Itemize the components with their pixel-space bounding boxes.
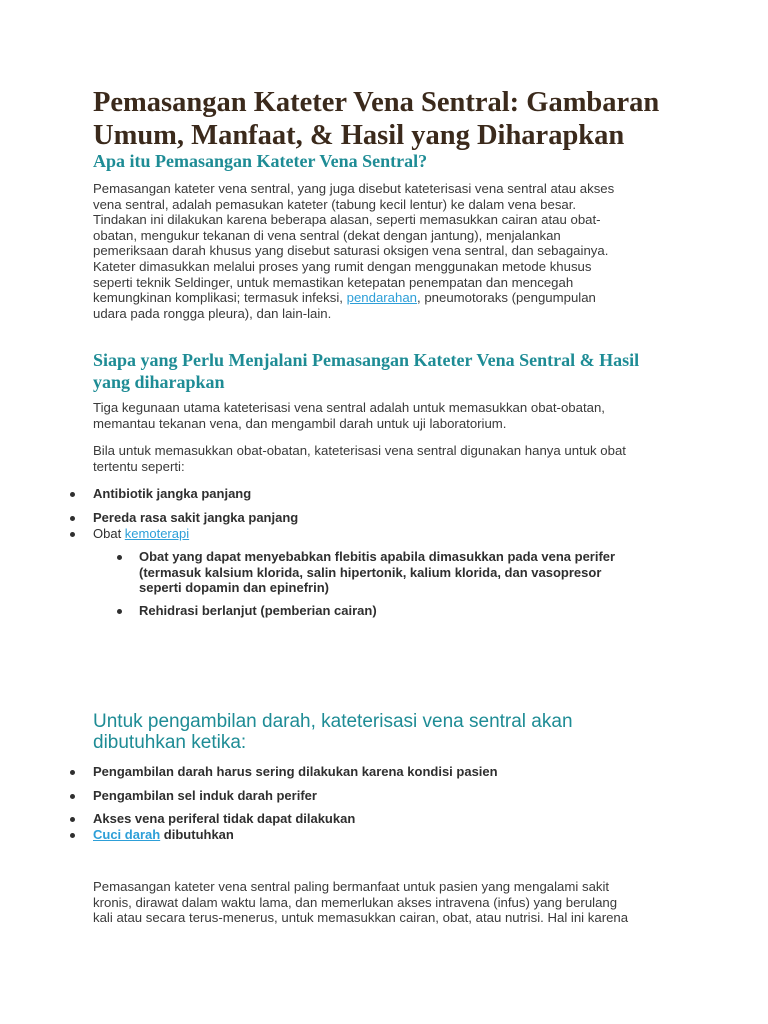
bullet-dot bbox=[70, 532, 75, 537]
section2-paragraph-1 bbox=[93, 400, 683, 431]
paragraph-line: Pemasangan kateter vena sentral, yang juga disebut kateterisasi vena sentral atau akses bbox=[93, 181, 615, 196]
paragraph-line: seperti teknik Seldinger, untuk memastikan ketepatan penempatan dan mencegah bbox=[93, 274, 574, 290]
text-after-link: , pneumotoraks (pengumpulan bbox=[417, 290, 596, 306]
section1-paragraph bbox=[93, 181, 683, 321]
link-kemoterapi[interactable]: kemoterapi bbox=[124, 526, 190, 541]
section-heading-who-needs bbox=[93, 349, 693, 393]
bullet-dot bbox=[70, 794, 75, 799]
paragraph-line: Pemasangan kateter vena sentral paling bermanfaat untuk pasien yang mengalami sakit bbox=[93, 879, 610, 894]
heading-line-1: Siapa yang Perlu Menjalani Pemasangan Kateter Vena Sentral & Hasil bbox=[93, 350, 640, 370]
section4-paragraph bbox=[93, 879, 683, 926]
paragraph-line: kronis, dirawat dalam waktu lama, dan memerlukan akses intravena (infus) yang berulang bbox=[93, 894, 618, 910]
bullet-dot bbox=[70, 833, 75, 838]
list-item-suffix: dibutuhkan bbox=[160, 827, 234, 842]
link-cuci-darah[interactable]: Cuci darah bbox=[93, 827, 161, 842]
bullet-dot bbox=[117, 555, 122, 560]
paragraph-line: vena sentral, adalah pemasukan kateter (tabung kecil lentur) ke dalam vena besar. bbox=[93, 196, 577, 212]
title-line-2: Umum, Manfaat, & Hasil yang Diharapkan bbox=[93, 120, 625, 151]
list-item-prefix: Obat bbox=[93, 526, 125, 541]
page-title bbox=[93, 86, 713, 152]
paragraph-line: tertentu seperti: bbox=[93, 458, 185, 474]
bullet-dot bbox=[70, 516, 75, 521]
list-item: Pereda rasa sakit jangka panjang bbox=[93, 510, 299, 525]
list-item: Pengambilan sel induk darah perifer bbox=[93, 788, 317, 803]
paragraph-line: udara pada rongga pleura), dan lain-lain. bbox=[93, 305, 332, 321]
paragraph-line: memantau tekanan vena, dan mengambil darah untuk uji laboratorium. bbox=[93, 415, 507, 431]
bullet-dot bbox=[117, 609, 122, 614]
link-pendarahan[interactable]: pendarahan bbox=[346, 290, 418, 306]
bullet-dot bbox=[70, 770, 75, 775]
sub-list-line: Obat yang dapat menyebabkan flebitis apabila dimasukkan pada vena perifer bbox=[139, 549, 616, 564]
sub-list-item bbox=[139, 549, 615, 596]
text-before-link: kemungkinan komplikasi; termasuk infeksi, bbox=[93, 290, 347, 306]
section2-paragraph-2 bbox=[93, 443, 683, 474]
bullet-dot bbox=[70, 492, 75, 497]
title-line-1: Pemasangan Kateter Vena Sentral: Gambaran bbox=[93, 87, 660, 118]
paragraph-line: Tindakan ini dilakukan karena beberapa alasan, seperti memasukkan cairan atau obat- bbox=[93, 212, 601, 228]
heading-line-2: yang diharapkan bbox=[93, 372, 225, 392]
paragraph-line: Bila untuk memasukkan obat-obatan, kateterisasi vena sentral digunakan hanya untuk obat bbox=[93, 443, 626, 458]
sub-list-line: seperti dopamin dan epinefrin) bbox=[139, 580, 329, 596]
paragraph-line: obatan, mengukur tekanan di vena sentral (dekat dengan jantung), menjalankan bbox=[93, 227, 561, 243]
list-item: Antibiotik jangka panjang bbox=[93, 486, 252, 501]
paragraph-line: Tiga kegunaan utama kateterisasi vena sentral adalah untuk memasukkan obat-obatan, bbox=[93, 400, 605, 415]
list-item: Akses vena periferal tidak dapat dilakukan bbox=[93, 811, 356, 826]
paragraph-line bbox=[93, 290, 683, 306]
list-item: Pengambilan darah harus sering dilakukan karena kondisi pasien bbox=[93, 764, 498, 779]
sub-list-line: (termasuk kalsium klorida, salin hipertonik, kalium klorida, dan vasopresor bbox=[139, 564, 602, 580]
section-heading-blood-draw bbox=[93, 711, 653, 753]
heading-line-1: Untuk pengambilan darah, kateterisasi vena sentral akan bbox=[93, 711, 573, 732]
list-item bbox=[93, 827, 234, 843]
paragraph-line: pemeriksaan darah khusus yang disebut saturasi oksigen vena sentral, dan sebagainya. bbox=[93, 243, 609, 259]
sub-list-item: Rehidrasi berlanjut (pemberian cairan) bbox=[139, 603, 377, 618]
bullet-dot bbox=[70, 817, 75, 822]
section-heading-what-is: Apa itu Pemasangan Kateter Vena Sentral? bbox=[93, 151, 428, 171]
paragraph-line: Kateter dimasukkan melalui proses yang rumit dengan menggunakan metode khusus bbox=[93, 258, 592, 274]
paragraph-line: kali atau secara terus-menerus, untuk memasukkan cairan, obat, atau nutrisi. Hal ini karena bbox=[93, 910, 629, 926]
heading-line-2: dibutuhkan ketika: bbox=[93, 732, 247, 753]
list-item bbox=[93, 526, 189, 542]
